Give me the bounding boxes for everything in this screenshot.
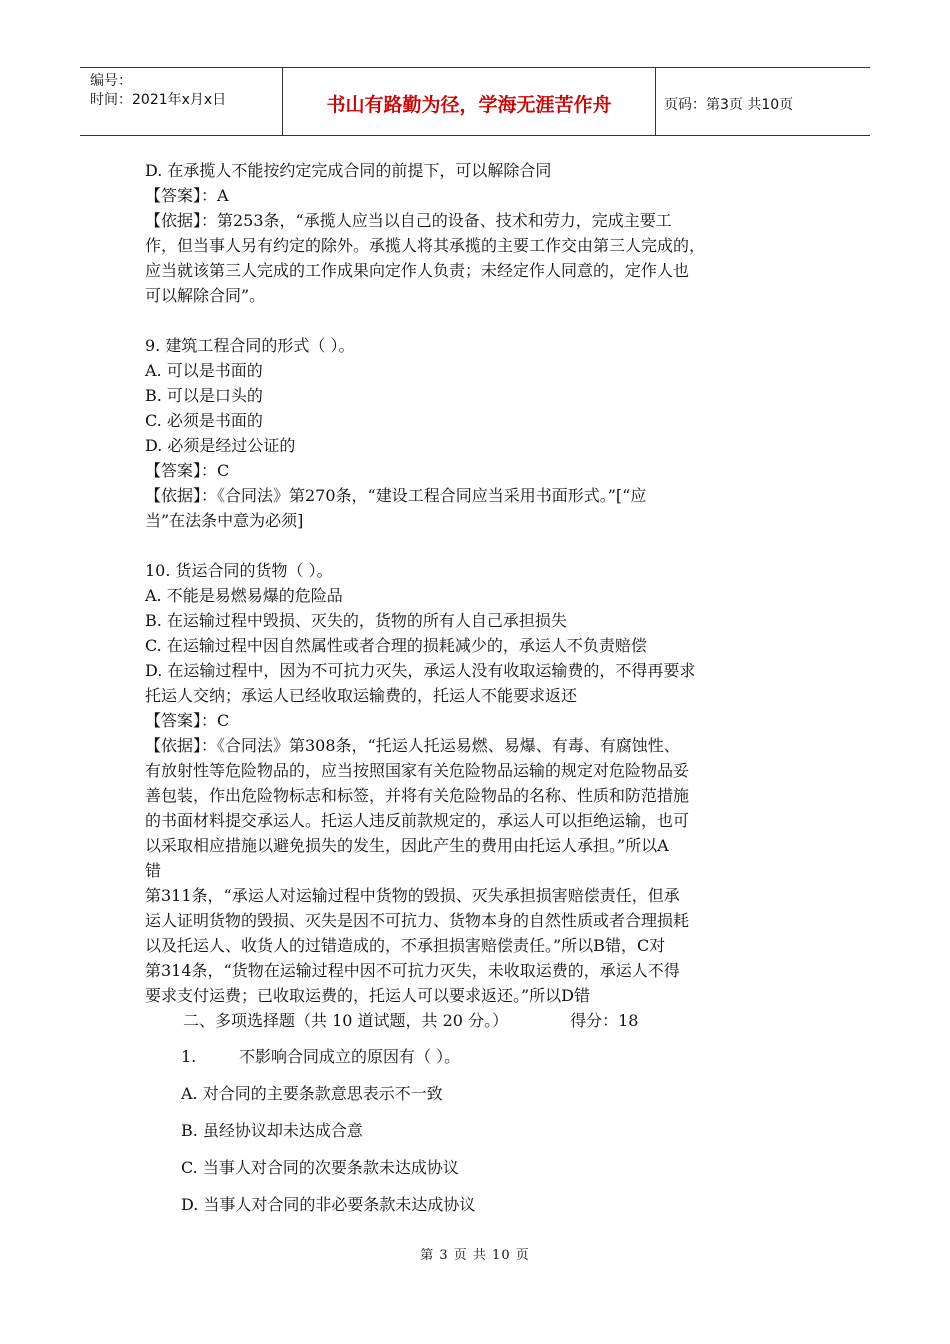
section-title: 二、多项选择题（共 10 道试题，共 20 分。）: [183, 1011, 509, 1030]
q9-basis-line: 当”在法条中意为必须]: [145, 511, 304, 530]
q8-basis-line: 【依据】：第253条，“承揽人应当以自己的设备、技术和劳力，完成主要工: [145, 211, 672, 230]
mq1-option-a: A. 对合同的主要条款意思表示不一致: [181, 1084, 443, 1103]
q10-basis-line: 有放射性等危险物品的，应当按照国家有关危险物品运输的规定对危险物品妥: [145, 761, 690, 780]
page-header: [80, 67, 870, 136]
mq1-option-b: B. 虽经协议却未达成合意: [181, 1121, 363, 1140]
q10-option-d: D. 在运输过程中，因为不可抗力灭失，承运人没有收取运输费的，不得再要求: [145, 661, 696, 680]
spacer: [145, 533, 825, 558]
q8-basis-line: 可以解除合同”。: [145, 286, 266, 305]
q10-basis-line: 错: [145, 861, 162, 880]
q9-option-d: D. 必须是经过公证的: [145, 436, 296, 455]
q10-basis-line: 要求支付运费；已收取运费的，托运人可以要求返还。”所以D错: [145, 986, 591, 1005]
q10-option-a: A. 不能是易燃易爆的危险品: [145, 586, 343, 605]
q10-basis-line: 第314条，“货物在运输过程中因不可抗力灭失，未收取运费的，承运人不得: [145, 961, 680, 980]
header-left-cell: [80, 68, 283, 135]
q9-answer: 【答案】：C: [145, 461, 230, 480]
q8-option-d: D. 在承揽人不能按约定完成合同的前提下，可以解除合同: [145, 161, 552, 180]
q10-answer: 【答案】：C: [145, 711, 230, 730]
header-motto: 书山有路勤为径，学海无涯苦作舟: [283, 68, 656, 135]
q10-option-c: C. 在运输过程中因自然属性或者合理的损耗减少的，承运人不负责赔偿: [145, 636, 647, 655]
mq1-stem: 不影响合同成立的原因有（ ）。: [239, 1047, 461, 1066]
section-heading: [145, 1008, 825, 1033]
q10-basis-line: 运人证明货物的毁损、灭失是因不可抗力、货物本身的自然性质或者合理损耗: [145, 911, 690, 930]
mq1-option-d: D. 当事人对合同的非必要条款未达成协议: [181, 1195, 476, 1214]
q10-basis-line: 以采取相应措施以避免损失的发生，因此产生的费用由托运人承担。”所以A: [145, 836, 669, 855]
q8-basis-line: 应当就该第三人完成的工作成果向定作人负责；未经定作人同意的，定作人也: [145, 261, 690, 280]
q10-basis-line: 以及托运人、收货人的过错造成的，不承担损害赔偿责任。”所以B错，C对: [145, 936, 666, 955]
q10-basis-line: 善包装，作出危险物标志和标签，并将有关危险物品的名称、性质和防范措施: [145, 786, 690, 805]
q9-option-b: B. 可以是口头的: [145, 386, 263, 405]
mq1-stem-line: [181, 1043, 825, 1070]
q10-basis-line: 第311条，“承运人对运输过程中货物的毁损、灭失承担损害赔偿责任，但承: [145, 886, 680, 905]
mq1-number: 1.: [181, 1047, 197, 1066]
mq1-option-c: C. 当事人对合同的次要条款未达成协议: [181, 1158, 459, 1177]
q8-answer: 【答案】：A: [145, 186, 229, 205]
q8-basis-line: 作，但当事人另有约定的除外。承揽人将其承揽的主要工作交由第三人完成的，: [145, 236, 706, 255]
code-label: 编号：: [90, 73, 132, 89]
q10-basis-line: 的书面材料提交承运人。托运人违反前款规定的，承运人可以拒绝运输，也可: [145, 811, 690, 830]
q10-option-b: B. 在运输过程中毁损、灭失的，货物的所有人自己承担损失: [145, 611, 567, 630]
q9-option-a: A. 可以是书面的: [145, 361, 263, 380]
q10-basis-line: 【依据】：《合同法》第308条，“托运人托运易燃、易爆、有毒、有腐蚀性、: [145, 736, 680, 755]
q9-basis-line: 【依据】：《合同法》第270条，“建设工程合同应当采用书面形式。”[“应: [145, 486, 647, 505]
document-body: [145, 158, 825, 1228]
header-page-info: 页码：第3页 共10页: [664, 96, 794, 113]
q10-stem: 10. 货运合同的货物（ ）。: [145, 561, 333, 580]
q10-option-d-cont: 托运人交纳；承运人已经收取运输费的，托运人不能要求返还: [145, 686, 578, 705]
multi-question-1: [145, 1043, 825, 1218]
spacer: [145, 308, 825, 333]
page-footer: 第 3 页 共 10 页: [420, 1248, 530, 1263]
q9-stem: 9. 建筑工程合同的形式（ ）。: [145, 336, 355, 355]
time-label: 时间：2021年x月x日: [90, 92, 227, 108]
q9-option-c: C. 必须是书面的: [145, 411, 263, 430]
section-score: 得分：18: [570, 1011, 639, 1030]
